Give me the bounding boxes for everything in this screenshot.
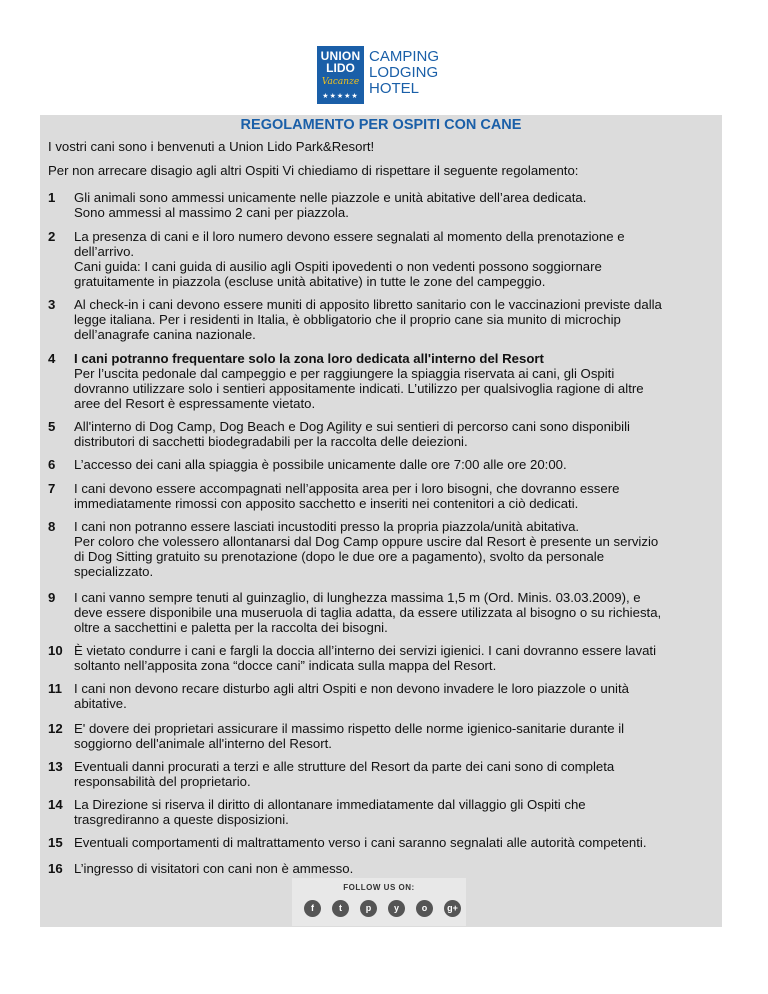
rule-text — [74, 759, 714, 789]
rule-text — [74, 297, 714, 342]
intro-request: Per non arrecare disagio agli altri Ospiti Vi chiediamo di rispettare il seguente regolamento: — [48, 163, 579, 178]
rule-text — [74, 861, 714, 876]
logo-words — [369, 49, 439, 97]
logo-lido-text: LIDO — [326, 61, 355, 75]
rule-text-line: I cani vanno sempre tenuti al guinzaglio, di lunghezza massima 1,5 m (Ord. Minis. 03.03.2009), e — [74, 590, 641, 605]
rule-text-line: deve essere disponibile una museruola di taglia adatta, da essere utilizzata al bisogno o su richiesta, — [74, 605, 662, 620]
rule-text-line: Sono ammessi al massimo 2 cani per piazzola. — [74, 205, 349, 220]
rule-number: 1 — [48, 190, 56, 205]
rule-number: 15 — [48, 835, 63, 850]
rule-number: 7 — [48, 481, 56, 496]
logo-word-lodging: LODGING — [369, 64, 439, 81]
rule-text-line: La Direzione si riserva il diritto di allontanare immediatamente dal villaggio gli Ospiti che — [74, 797, 586, 812]
logo-word-camping: CAMPING — [369, 48, 440, 65]
rule-text-line: abitative. — [74, 696, 127, 711]
googleplus-icon[interactable]: g+ — [444, 900, 461, 917]
rule-text — [74, 419, 714, 449]
rule-text-line: Gli animali sono ammessi unicamente nelle piazzole e unità abitative dell’area dedicata. — [74, 190, 587, 205]
rule-text-line: aree del Resort è espressamente vietato. — [74, 396, 316, 411]
rule-text-line: dovranno utilizzare solo i sentieri appositamente indicati. L’utilizzo per qualsivoglia ragione di altre — [74, 381, 644, 396]
rule-text-line: La presenza di cani e il loro numero devono essere segnalati al momento della prenotazione e — [74, 229, 625, 244]
rule-number: 5 — [48, 419, 56, 434]
rule-number: 11 — [48, 681, 62, 696]
instagram-icon[interactable]: o — [416, 900, 433, 917]
facebook-icon[interactable]: f — [304, 900, 321, 917]
rule-text-line: legge italiana. Per i residenti in Italia, è obbligatorio che il proprio cane sia munito di microchip — [74, 312, 621, 327]
rule-text-line: Al check-in i cani devono essere muniti di apposito libretto sanitario con le vaccinazioni previste dalla — [74, 297, 662, 312]
rule-number: 12 — [48, 721, 63, 736]
rule-text-line: I cani non potranno essere lasciati incustoditi presso la propria piazzola/unità abitativa. — [74, 519, 580, 534]
rule-number: 6 — [48, 457, 56, 472]
rule-text-line: E' dovere dei proprietari assicurare il massimo rispetto delle norme igienico-sanitarie durante il — [74, 721, 625, 736]
rule-text — [74, 229, 714, 289]
rule-number: 8 — [48, 519, 56, 534]
rule-text-line: Per coloro che volessero allontanarsi dal Dog Camp oppure uscire dal Resort è presente un servizio — [74, 534, 659, 549]
rule-text — [74, 721, 714, 751]
pinterest-icon[interactable]: p — [360, 900, 377, 917]
rule-text-line: Eventuali comportamenti di maltrattamento verso i cani saranno segnalati alle autorità competenti. — [74, 835, 647, 850]
rule-text-line: specializzato. — [74, 564, 154, 579]
intro-welcome: I vostri cani sono i benvenuti a Union Lido Park&Resort! — [48, 139, 375, 154]
rules-panel — [40, 115, 722, 927]
rule-text-line: All'interno di Dog Camp, Dog Beach e Dog Agility e sui sentieri di percorso cani sono disponibili — [74, 419, 630, 434]
rule-number: 16 — [48, 861, 63, 876]
rule-text-line: gratuitamente in piazzola (escluse unità abitative) in tutte le zone del campeggio. — [74, 274, 546, 289]
rule-number: 3 — [48, 297, 56, 312]
rule-text — [74, 519, 714, 579]
rule-text-line: Eventuali danni procurati a terzi e alle strutture del Resort da parte dei cani sono di completa — [74, 759, 615, 774]
rule-text — [74, 835, 714, 850]
rule-number: 13 — [48, 759, 63, 774]
rule-text-line: È vietato condurre i cani e fargli la doccia all’interno dei servizi igienici. I cani dovranno essere lavati — [74, 643, 657, 658]
rule-text-line: L’accesso dei cani alla spiaggia è possibile unicamente dalle ore 7:00 alle ore 20:00. — [74, 457, 567, 472]
rule-text-line: trasgrediranno a queste disposizioni. — [74, 812, 289, 827]
logo-stars: ★★★★★ — [322, 93, 359, 100]
rule-text-line: I cani non devono recare disturbo agli altri Ospiti e non devono invadere le loro piazzole o unità — [74, 681, 629, 696]
page-title: REGOLAMENTO PER OSPITI CON CANE — [240, 117, 522, 133]
rule-text — [74, 190, 714, 220]
rule-text — [74, 681, 714, 711]
youtube-icon[interactable]: y — [388, 900, 405, 917]
logo-badge — [317, 46, 364, 104]
rule-text-line: immediatamente rimossi con apposito sacchetto e inseriti nei contenitori a ciò dedicati. — [74, 496, 579, 511]
rule-text-line: distributori di sacchetti biodegradabili per la raccolta delle deiezioni. — [74, 434, 468, 449]
rule-text-line: Cani guida: I cani guida di ausilio agli Ospiti ipovedenti o non vedenti possono soggiornare — [74, 259, 602, 274]
rule-number: 9 — [48, 590, 56, 605]
rule-text-line: di Dog Sitting gratuito su prenotazione (dopo le due ore a pagamento), svolto da personale — [74, 549, 605, 564]
rule-text-line: soltanto nell’apposita zona “docce cani” indicata sulla mappa del Resort. — [74, 658, 497, 673]
rule-text — [74, 643, 714, 673]
twitter-icon[interactable]: t — [332, 900, 349, 917]
rule-text-line: L’ingresso di visitatori con cani non è ammesso. — [74, 861, 354, 876]
rule-number: 14 — [48, 797, 63, 812]
union-lido-logo — [317, 46, 457, 108]
rule-text-line: I cani devono essere accompagnati nell’apposita area per i loro bisogni, che dovranno essere — [74, 481, 620, 496]
social-footer — [292, 878, 466, 926]
rule-text — [74, 481, 714, 511]
follow-us-label: FOLLOW US ON: — [343, 883, 415, 892]
rule-text — [74, 457, 714, 472]
rule-number: 2 — [48, 229, 56, 244]
logo-vacanze-text: Vacanze — [321, 77, 360, 87]
rule-text-line: soggiorno dell'animale all'interno del Resort. — [74, 736, 332, 751]
rule-text-line: Per l’uscita pedonale dal campeggio e per raggiungere la spiaggia riservata ai cani, gli Ospiti — [74, 366, 615, 381]
logo-word-hotel: HOTEL — [369, 80, 420, 97]
rule-text-line: responsabilità del proprietario. — [74, 774, 251, 789]
logo-union-text: UNION — [320, 49, 361, 63]
rule-text-line: I cani potranno frequentare solo la zona loro dedicata all'interno del Resort — [74, 351, 544, 366]
rule-number: 10 — [48, 643, 63, 658]
rule-text — [74, 797, 714, 827]
rule-text-line: dell’arrivo. — [74, 244, 135, 259]
rule-text-line: oltre a sacchettini e paletta per la raccolta dei bisogni. — [74, 620, 388, 635]
rule-number: 4 — [48, 351, 56, 366]
rule-text — [74, 590, 714, 635]
rule-text-line: dell’anagrafe canina nazionale. — [74, 327, 256, 342]
rule-text — [74, 351, 714, 411]
